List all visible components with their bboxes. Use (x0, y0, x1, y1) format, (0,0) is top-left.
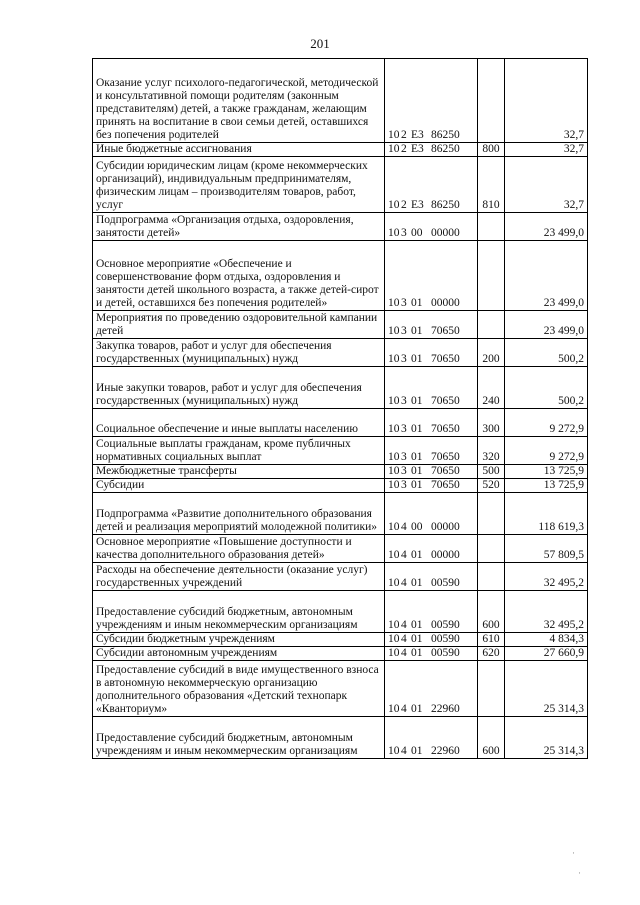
code-dir: 00000 (431, 549, 460, 561)
code-dir: 00000 (431, 227, 460, 239)
row-amount: 500,2 (505, 339, 588, 367)
code-rz: 10 (388, 521, 400, 533)
code-prog: 01 (411, 745, 423, 757)
row-amount: 9 272,9 (505, 437, 588, 465)
code-prog: 01 (411, 647, 423, 659)
row-name: Подпрограмма «Организация отдыха, оздоровления, занятости детей» (93, 213, 385, 241)
code-rz: 10 (388, 451, 400, 463)
row-expense-type (478, 661, 505, 717)
table-row (93, 563, 588, 591)
row-amount: 23 499,0 (505, 311, 588, 339)
table-row (93, 367, 588, 409)
row-expense-type (478, 493, 505, 535)
code-rz: 10 (388, 143, 400, 155)
code-pr: 3 (401, 423, 407, 435)
row-expense-type (478, 59, 505, 143)
code-dir: 70650 (431, 325, 460, 337)
row-expense-type (478, 563, 505, 591)
row-code (385, 339, 478, 367)
code-dir: 00590 (431, 633, 460, 645)
row-amount: 32,7 (505, 157, 588, 213)
code-rz: 10 (388, 199, 400, 211)
code-rz: 10 (388, 325, 400, 337)
code-pr: 3 (401, 479, 407, 491)
row-amount: 13 725,9 (505, 465, 588, 479)
row-code (385, 157, 478, 213)
code-dir: 22960 (431, 703, 460, 715)
code-rz: 10 (388, 423, 400, 435)
row-name: Межбюджетные трансферты (93, 465, 385, 479)
row-expense-type: 600 (478, 717, 505, 759)
code-pr: 4 (401, 577, 407, 589)
table-row (93, 479, 588, 493)
code-dir: 00000 (431, 297, 460, 309)
row-code (385, 213, 478, 241)
row-amount: 4 834,3 (505, 633, 588, 647)
code-rz: 10 (388, 129, 400, 141)
code-pr: 3 (401, 227, 407, 239)
code-rz: 10 (388, 577, 400, 589)
table-row (93, 437, 588, 465)
row-name: Иные бюджетные ассигнования (93, 143, 385, 157)
row-code (385, 493, 478, 535)
row-name: Расходы на обеспечение деятельности (оказание услуг) государственных учреждений (93, 563, 385, 591)
row-name: Основное мероприятие «Обеспечение и совершенствование форм отдыха, оздоровления и занятости детей школьного возраста, а также детей-сирот и детей, оставшихся без попечения родителей» (93, 241, 385, 311)
row-expense-type (478, 213, 505, 241)
row-code (385, 241, 478, 311)
row-expense-type: 240 (478, 367, 505, 409)
row-name: Оказание услуг психолого-педагогической, методической и консультативной помощи родителям (законным представителям) детей, а также гражданам, желающим принять на воспитание в свои семьи детей, оставшихся без попечения родителей (93, 59, 385, 143)
code-dir: 22960 (431, 745, 460, 757)
row-code (385, 661, 478, 717)
table-row (93, 661, 588, 717)
code-prog: 01 (411, 325, 423, 337)
code-dir: 70650 (431, 451, 460, 463)
code-rz: 10 (388, 479, 400, 491)
code-pr: 3 (401, 325, 407, 337)
table-row (93, 241, 588, 311)
code-dir: 86250 (431, 143, 460, 155)
code-dir: 00590 (431, 619, 460, 631)
row-name: Субсидии автономным учреждениям (93, 647, 385, 661)
code-prog: 01 (411, 633, 423, 645)
row-amount: 27 660,9 (505, 647, 588, 661)
code-dir: 00000 (431, 521, 460, 533)
code-rz: 10 (388, 395, 400, 407)
row-amount: 23 499,0 (505, 241, 588, 311)
row-code (385, 479, 478, 493)
code-pr: 2 (401, 143, 407, 155)
code-prog: 01 (411, 465, 423, 477)
row-amount: 32 495,2 (505, 563, 588, 591)
code-pr: 3 (401, 395, 407, 407)
code-prog: 01 (411, 479, 423, 491)
row-name: Основное мероприятие «Повышение доступности и качества дополнительного образования детей» (93, 535, 385, 563)
row-amount: 32,7 (505, 143, 588, 157)
row-expense-type: 500 (478, 465, 505, 479)
budget-table-body (93, 59, 588, 759)
table-row (93, 647, 588, 661)
code-pr: 2 (401, 129, 407, 141)
row-amount: 32,7 (505, 59, 588, 143)
code-rz: 10 (388, 703, 400, 715)
row-code (385, 311, 478, 339)
table-row (93, 311, 588, 339)
row-amount: 500,2 (505, 367, 588, 409)
code-pr: 3 (401, 465, 407, 477)
row-code (385, 367, 478, 409)
code-prog: Е3 (411, 143, 424, 155)
code-pr: 3 (401, 353, 407, 365)
code-rz: 10 (388, 647, 400, 659)
row-expense-type (478, 241, 505, 311)
table-row (93, 591, 588, 633)
code-pr: 4 (401, 619, 407, 631)
row-name: Социальные выплаты гражданам, кроме публичных нормативных социальных выплат (93, 437, 385, 465)
row-code (385, 143, 478, 157)
row-expense-type (478, 311, 505, 339)
scan-mark: · (572, 848, 575, 858)
code-prog: 01 (411, 353, 423, 365)
table-row (93, 409, 588, 437)
table-row (93, 633, 588, 647)
row-code (385, 633, 478, 647)
code-dir: 70650 (431, 479, 460, 491)
row-code (385, 563, 478, 591)
code-pr: 4 (401, 647, 407, 659)
row-expense-type: 800 (478, 143, 505, 157)
row-amount: 118 619,3 (505, 493, 588, 535)
row-name: Закупка товаров, работ и услуг для обеспечения государственных (муниципальных) нужд (93, 339, 385, 367)
table-row (93, 143, 588, 157)
row-name: Предоставление субсидий в виде имущественного взноса в автономную некоммерческую организацию дополнительного образования «Детский технопарк «Кванториум» (93, 661, 385, 717)
code-pr: 2 (401, 199, 407, 211)
code-rz: 10 (388, 297, 400, 309)
table-row (93, 717, 588, 759)
row-name: Субсидии юридическим лицам (кроме некоммерческих организаций), индивидуальным предпринимателям, физическим лицам – производителям товаров, работ, услуг (93, 157, 385, 213)
row-code (385, 535, 478, 563)
table-row (93, 465, 588, 479)
code-rz: 10 (388, 619, 400, 631)
code-prog: Е3 (411, 129, 424, 141)
row-amount: 13 725,9 (505, 479, 588, 493)
code-dir: 70650 (431, 423, 460, 435)
row-code (385, 59, 478, 143)
table-row (93, 59, 588, 143)
row-expense-type: 320 (478, 437, 505, 465)
row-amount: 32 495,2 (505, 591, 588, 633)
code-rz: 10 (388, 465, 400, 477)
code-prog: 00 (411, 521, 423, 533)
row-code (385, 465, 478, 479)
code-prog: 01 (411, 703, 423, 715)
code-dir: 00590 (431, 577, 460, 589)
code-prog: Е3 (411, 199, 424, 211)
table-row (93, 535, 588, 563)
row-code (385, 437, 478, 465)
row-amount: 25 314,3 (505, 661, 588, 717)
code-prog: 01 (411, 619, 423, 631)
code-prog: 01 (411, 451, 423, 463)
row-code (385, 409, 478, 437)
code-dir: 70650 (431, 465, 460, 477)
row-expense-type: 610 (478, 633, 505, 647)
row-name: Подпрограмма «Развитие дополнительного образования детей и реализация мероприятий молодежной политики» (93, 493, 385, 535)
row-name: Социальное обеспечение и иные выплаты населению (93, 409, 385, 437)
code-dir: 70650 (431, 353, 460, 365)
row-name: Субсидии (93, 479, 385, 493)
code-dir: 70650 (431, 395, 460, 407)
code-rz: 10 (388, 353, 400, 365)
row-expense-type: 300 (478, 409, 505, 437)
row-amount: 57 809,5 (505, 535, 588, 563)
row-expense-type (478, 535, 505, 563)
row-expense-type: 600 (478, 591, 505, 633)
row-expense-type: 520 (478, 479, 505, 493)
code-prog: 00 (411, 227, 423, 239)
table-row (93, 493, 588, 535)
page-number: 201 (310, 36, 330, 51)
table-row (93, 157, 588, 213)
code-dir: 86250 (431, 199, 460, 211)
row-name: Предоставление субсидий бюджетным, автономным учреждениям и иным некоммерческим организациям (93, 717, 385, 759)
row-amount: 23 499,0 (505, 213, 588, 241)
row-code (385, 647, 478, 661)
row-amount: 9 272,9 (505, 409, 588, 437)
code-prog: 01 (411, 297, 423, 309)
code-pr: 4 (401, 549, 407, 561)
row-name: Иные закупки товаров, работ и услуг для обеспечения государственных (муниципальных) нужд (93, 367, 385, 409)
code-rz: 10 (388, 633, 400, 645)
row-expense-type: 810 (478, 157, 505, 213)
code-prog: 01 (411, 423, 423, 435)
code-pr: 3 (401, 451, 407, 463)
code-rz: 10 (388, 549, 400, 561)
code-pr: 3 (401, 297, 407, 309)
code-pr: 4 (401, 745, 407, 757)
row-expense-type: 620 (478, 647, 505, 661)
code-rz: 10 (388, 227, 400, 239)
row-amount: 25 314,3 (505, 717, 588, 759)
row-name: Мероприятия по проведению оздоровительной кампании детей (93, 311, 385, 339)
budget-table (92, 58, 588, 759)
code-dir: 00590 (431, 647, 460, 659)
table-row (93, 339, 588, 367)
row-name: Предоставление субсидий бюджетным, автономным учреждениям и иным некоммерческим организациям (93, 591, 385, 633)
row-name: Субсидии бюджетным учреждениям (93, 633, 385, 647)
code-prog: 01 (411, 549, 423, 561)
row-code (385, 591, 478, 633)
row-expense-type: 200 (478, 339, 505, 367)
code-pr: 4 (401, 703, 407, 715)
code-rz: 10 (388, 745, 400, 757)
row-code (385, 717, 478, 759)
table-row (93, 213, 588, 241)
code-prog: 01 (411, 577, 423, 589)
code-pr: 4 (401, 633, 407, 645)
code-prog: 01 (411, 395, 423, 407)
code-pr: 4 (401, 521, 407, 533)
scan-mark: · (578, 868, 581, 878)
code-dir: 86250 (431, 129, 460, 141)
